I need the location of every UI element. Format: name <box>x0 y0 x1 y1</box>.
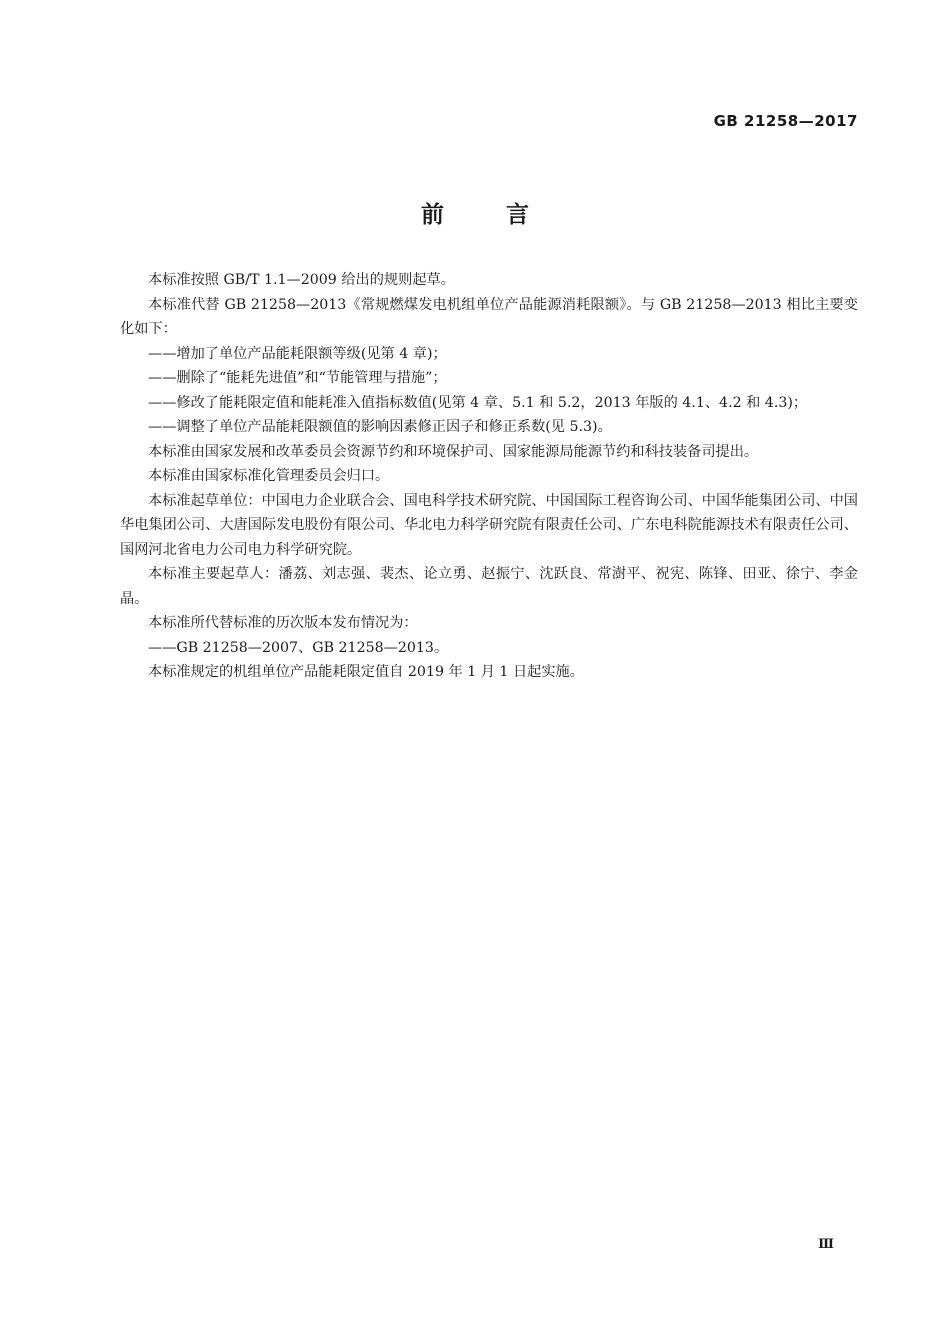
change-item: ——增加了单位产品能耗限额等级(见第 4 章)； <box>148 345 447 362</box>
change-item: ——调整了单位产品能耗限额值的影响因素修正因子和修正系数(见 5.3)。 <box>148 419 612 435</box>
paragraph-effective-date: 本标准规定的机组单位产品能耗限定值自 2019 年 1 月 1 日起实施。 <box>148 664 584 680</box>
paragraph-drafting-rule: 本标准按照 GB/T 1.1—2009 给出的规则起草。 <box>148 272 455 288</box>
paragraph-proposer: 本标准由国家发展和改革委员会资源节约和环境保护司、国家能源局能源节约和科技装备司提出。 <box>148 443 759 460</box>
page-number: Ⅲ <box>818 1237 834 1252</box>
page-title: 前言 <box>421 202 591 228</box>
paragraph-drafting-units: 本标准起草单位：中国电力企业联合会、国电科学技术研究院、中国国际工程咨询公司、中国华能集团公司、中国华电集团公司、大唐国际发电股份有限公司、华北电力科学研究院有限责任公司、广东电科院能源技术有限责任公司、国网河北省电力公司电力科学研究院。 <box>120 492 858 558</box>
change-item: ——修改了能耗限定值和能耗准入值指标数值(见第 4 章、5.1 和 5.2，2013 年版的 4.1、4.2 和 4.3)； <box>148 394 808 411</box>
paragraph-version-history: 本标准所代替标准的历次版本发布情况为： <box>148 615 418 631</box>
paragraph-replacement: 本标准代替 GB 21258—2013《常规燃煤发电机组单位产品能源消耗限额》。与 GB 21258—2013 相比主要变化如下： <box>120 296 858 337</box>
document-body <box>120 268 858 685</box>
standard-code: GB 21258—2017 <box>713 112 858 130</box>
version-item: ——GB 21258—2007、GB 21258—2013。 <box>148 639 449 656</box>
paragraph-drafters: 本标准主要起草人：潘荔、刘志强、裴杰、论立勇、赵振宁、沈跃良、常澍平、祝宪、陈锋、田亚、徐宁、李金晶。 <box>120 566 858 607</box>
change-item: ——删除了“能耗先进值”和“节能管理与措施”； <box>148 370 447 386</box>
paragraph-jurisdiction: 本标准由国家标准化管理委员会归口。 <box>148 468 390 484</box>
